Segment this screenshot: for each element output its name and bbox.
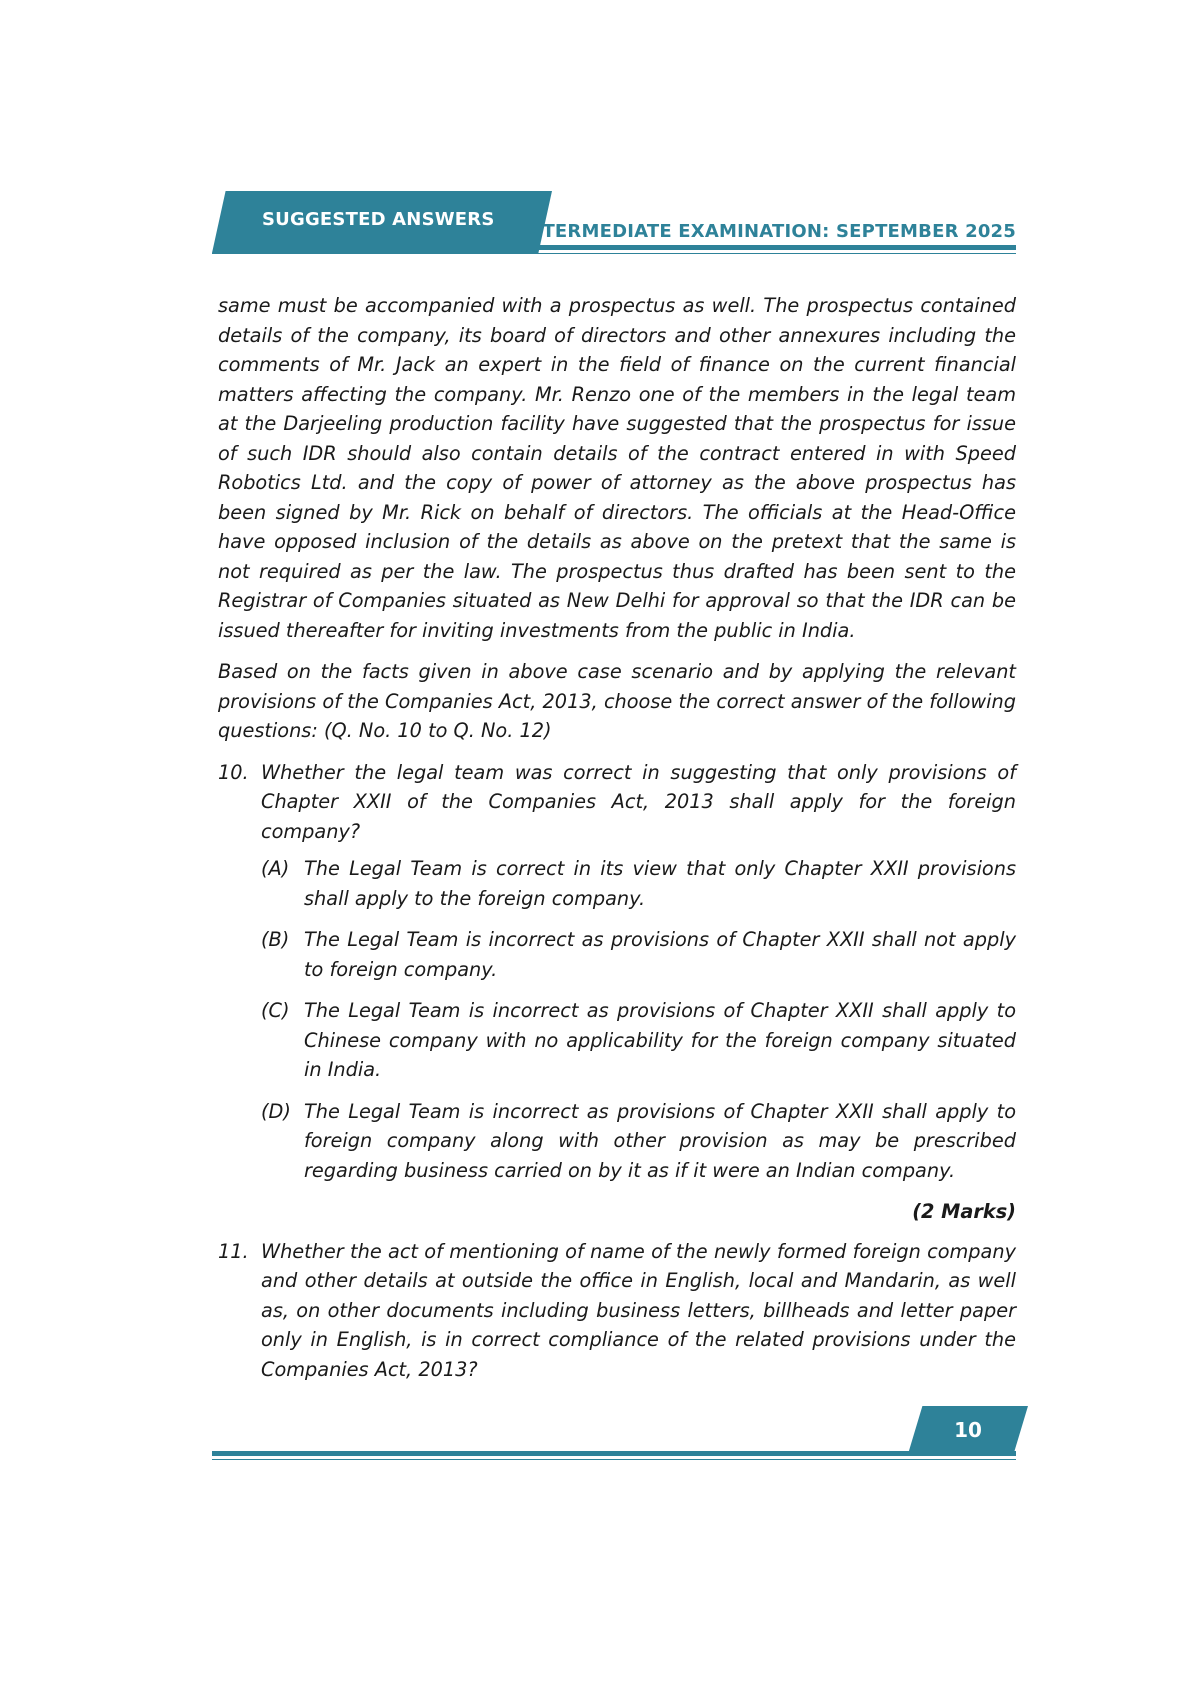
footer-divider-thin bbox=[212, 1459, 1016, 1460]
option-label: (C) bbox=[261, 999, 290, 1022]
option-label: (B) bbox=[261, 928, 290, 951]
option-b bbox=[261, 925, 1016, 984]
question-11 bbox=[218, 1237, 1016, 1385]
option-label: (A) bbox=[261, 857, 290, 880]
page-content bbox=[218, 291, 1016, 1392]
option-text: The Legal Team is incorrect as provisions of Chapter XXII shall apply to Chinese company with no applicability for the foreign company situated in India. bbox=[304, 999, 1016, 1081]
exam-title: INTERMEDIATE EXAMINATION: SEPTEMBER 2025 bbox=[520, 221, 1016, 242]
section-label: SUGGESTED ANSWERS bbox=[262, 209, 495, 230]
footer-divider bbox=[212, 1451, 1016, 1456]
option-text: The Legal Team is incorrect as provisions of Chapter XXII shall apply to foreign company along with other provision as may be prescribed regarding business carried on by it as if it were an Indian company. bbox=[304, 1099, 1016, 1182]
option-text: The Legal Team is correct in its view that only Chapter XXII provisions shall apply to the foreign company. bbox=[304, 857, 1016, 910]
option-c bbox=[261, 996, 1016, 1085]
instruction-paragraph: Based on the facts given in above case scenario and by applying the relevant provisions of the Companies Act, 2013, choose the correct answer of the following questions: (Q. No. 10 to Q. No. 12) bbox=[218, 660, 1016, 742]
header-divider bbox=[533, 245, 1016, 250]
question-text: Whether the legal team was correct in suggesting that only provisions of Chapter XXII of the Companies Act, 2013 shall apply for the foreign company? bbox=[261, 760, 1016, 843]
question-number: 10. bbox=[218, 760, 249, 784]
option-label: (D) bbox=[261, 1099, 291, 1123]
option-a bbox=[261, 854, 1016, 913]
case-paragraph: same must be accompanied with a prospectus as well. The prospectus contained details of the company, its board of directors and other annexures including the comments of Mr. Jack an expert in the field of finance on the current financial matters affecting the company. Mr. Renzo one of the members in the legal team at the Darjeeling production facility have suggested that the prospectus for issue of such IDR should also contain details of the contract entered in with Speed Robotics Ltd. and the copy of power of attorney as the above prospectus has been signed by Mr. Rick on behalf of directors. The officials at the Head-Office have opposed inclusion of the details as above on the pretext that the same is not required as per the law. The prospectus thus drafted has been sent to the Registrar of Companies situated as New Delhi for approval so that the IDR can be issued thereafter for inviting investments from the public in India. bbox=[218, 294, 1016, 642]
question-number: 11. bbox=[218, 1239, 249, 1263]
page-number: 10 bbox=[954, 1418, 982, 1442]
marks-label: (2 Marks) bbox=[912, 1200, 1016, 1223]
option-text: The Legal Team is incorrect as provisions of Chapter XXII shall not apply to foreign company. bbox=[304, 928, 1016, 981]
question-text: Whether the act of mentioning of name of the newly formed foreign company and other details at outside the office in English, local and Mandarin, as well as, on other documents including business letters, billheads and letter paper only in English, is in correct compliance of the related provisions under the Companies Act, 2013? bbox=[261, 1239, 1016, 1381]
option-d bbox=[261, 1097, 1016, 1186]
header-divider-thin bbox=[212, 253, 1016, 254]
question-10 bbox=[218, 758, 1016, 847]
